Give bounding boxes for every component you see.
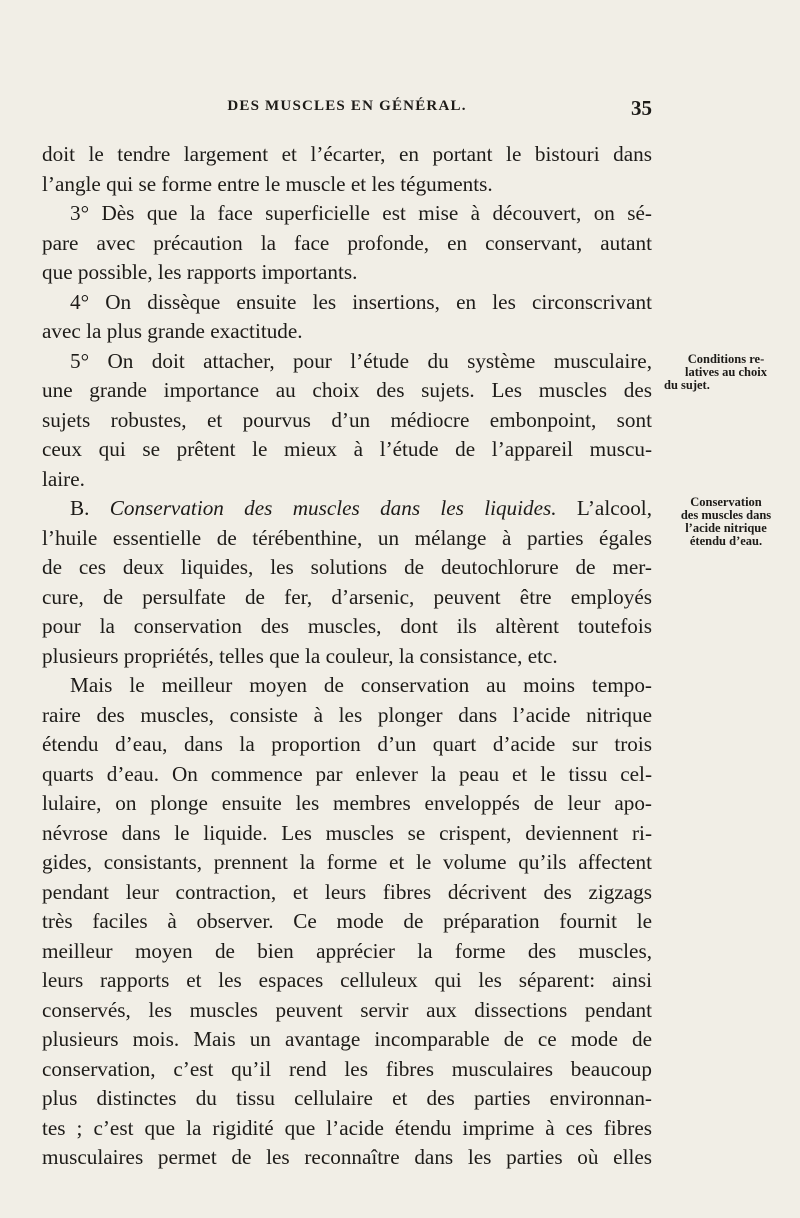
section-heading: Conservation des muscles dans les liquides. (109, 496, 557, 520)
text-line: de ces deux liquides, les solutions de deutochlorure de mer- (42, 555, 652, 579)
text-line: une grande importance au choix des sujets. Les muscles des (42, 378, 652, 402)
text-fragment: L’alcool, (556, 496, 652, 520)
margin-note-line: latives au choix (685, 365, 767, 379)
text-line: conservation, c’est qu’il rend les fibres musculaires beaucoup (42, 1056, 652, 1081)
text-line: doit le tendre largement et l’écarter, en portant le bistouri dans (42, 142, 652, 166)
margin-note-line: étendu d’eau. (689, 534, 763, 548)
margin-note-conditions (664, 353, 788, 392)
text-line: plus distinctes du tissu cellulaire et des parties environnan- (42, 1086, 652, 1110)
margin-note-line: l’acide nitrique (685, 521, 767, 535)
page-number: 35 (631, 96, 652, 120)
text-line: raire des muscles, consiste à les plonger dans l’acide nitrique (42, 702, 652, 727)
text-line: l’angle qui se forme entre le muscle et les téguments. (42, 171, 493, 196)
text-line: ceux qui se prêtent le mieux à l’étude de l’appareil muscu- (42, 437, 652, 461)
text-line: tes ; c’est que la rigidité que l’acide étendu imprime à ces fibres (42, 1115, 652, 1140)
text-line: pare avec précaution la face profonde, en conservant, autant (42, 230, 652, 255)
margin-note-line: des muscles dans (680, 508, 772, 522)
text-line: leurs rapports et les espaces celluleux qui les séparent: ainsi (42, 968, 652, 992)
text-line: 4° On dissèque ensuite les insertions, en les circonscrivant (70, 289, 652, 314)
body-text (42, 140, 652, 1173)
text-line: très faciles à observer. Ce mode de préparation fournit le (42, 909, 652, 933)
text-line: plusieurs mois. Mais un avantage incomparable de ce mode de (42, 1027, 652, 1051)
running-title: DES MUSCLES EN GÉNÉRAL. (227, 98, 467, 114)
text-line: sujets robustes, et pourvus d’un médiocre embonpoint, sont (42, 407, 652, 432)
margin-note-conservation (664, 496, 788, 548)
text-line: 5° On doit attacher, pour l’étude du système musculaire, (70, 348, 652, 373)
text-line (42, 494, 652, 524)
margin-note-line: Conditions re- (687, 352, 765, 366)
section-letter: B. (70, 496, 110, 520)
text-line: laire. (42, 466, 85, 491)
text-line: musculaires permet de les reconnaître dans les parties où elles (42, 1145, 652, 1169)
text-line: conservés, les muscles peuvent servir aux dissections pendant (42, 997, 652, 1022)
text-line: gides, consistants, prennent la forme et le volume qu’ils affectent (42, 850, 652, 874)
text-line: Mais le meilleur moyen de conservation au moins tempo- (70, 673, 652, 697)
text-line: 3° Dès que la face superficielle est mise à découvert, on sé- (70, 201, 652, 225)
text-line: l’huile essentielle de térébenthine, un mélange à parties égales (42, 525, 652, 550)
margin-note-line: Conservation (690, 495, 762, 509)
text-line: quarts d’eau. On commence par enlever la peau et le tissu cel- (42, 761, 652, 786)
margin-note-line: du sujet. (664, 378, 710, 392)
text-line: cure, de persulfate de fer, d’arsenic, peuvent être employés (42, 584, 652, 609)
text-line: avec la plus grande exactitude. (42, 319, 303, 343)
text-line: meilleur moyen de bien apprécier la forme des muscles, (42, 938, 652, 963)
text-line: pendant leur contraction, et leurs fibres décrivent des zigzags (42, 879, 652, 904)
text-line: névrose dans le liquide. Les muscles se crispent, deviennent ri- (42, 820, 652, 845)
text-line: pour la conservation des muscles, dont ils altèrent toutefois (42, 614, 652, 638)
text-line: que possible, les rapports importants. (42, 260, 358, 284)
text-line: plusieurs propriétés, telles que la couleur, la consistance, etc. (42, 643, 558, 668)
text-line: lulaire, on plonge ensuite les membres enveloppés de leur apo- (42, 791, 652, 815)
text-line: étendu d’eau, dans la proportion d’un quart d’acide sur trois (42, 732, 652, 756)
running-header (42, 98, 652, 128)
